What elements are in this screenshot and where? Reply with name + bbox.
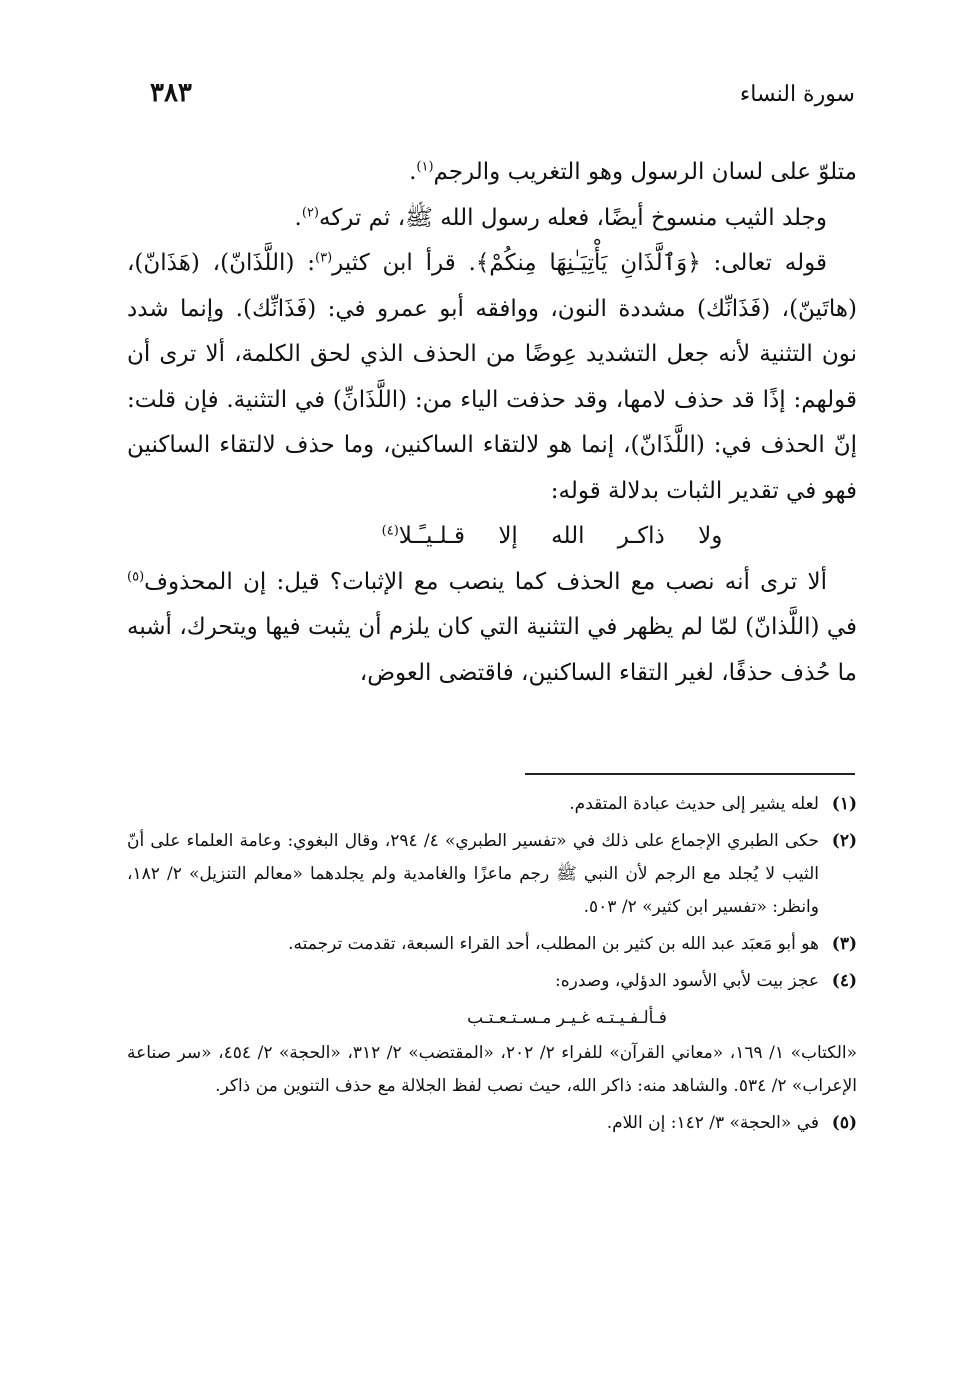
footnote-ref-5: (٥) bbox=[127, 568, 145, 584]
footnote-text: عجز بيت لأبي الأسود الدؤلي، وصدره: bbox=[555, 971, 819, 991]
footnote-text: لعله يشير إلى حديث عبادة المتقدم. bbox=[569, 794, 819, 814]
footnote-ref-3: (٣) bbox=[315, 250, 333, 266]
footnote-number: (٥) bbox=[831, 1113, 857, 1133]
footnote-ref-4: (٤) bbox=[381, 523, 399, 539]
footnote-number: (٢) bbox=[831, 831, 857, 851]
page-number: ٣٨٣ bbox=[150, 78, 192, 108]
main-text bbox=[127, 150, 857, 696]
footnote-verse: فـألـفـيـتـه غـيـر مـسـتـعـتـب bbox=[467, 1008, 667, 1028]
running-title: سورة النساء bbox=[739, 82, 855, 107]
footnote-2 bbox=[127, 825, 857, 924]
footnote-text: هو أبو مَعبَد عبد الله بن كثير بن المطلب، أحد القراء السبعة، تقدمت ترجمته. bbox=[288, 934, 819, 954]
paragraph-4: ألا ترى أنه نصب مع الحذف كما ينصب مع الإثبات؟ قيل: إن المحذوف$^{(٥)}$ في (اللَّذانّ) لمّا لم يظهر في التثنية التي كان يلزم أن يثبت فيها ويتحرك، أشبه ما حُذف حذفًا، لغير التقاء الساكنين، فاقتضى العوض، bbox=[127, 568, 857, 686]
page-header bbox=[150, 78, 855, 122]
footnote-ref-2: (٢) bbox=[301, 204, 319, 220]
footnote-separator bbox=[525, 773, 855, 775]
footnote-number: (١) bbox=[831, 794, 857, 814]
footnotes bbox=[127, 788, 857, 1144]
footnote-text: في «الحجة» ٣/ ١٤٢: إن اللام. bbox=[606, 1113, 819, 1133]
paragraph-3: قوله تعالى: ﴿وَٱلَّذَانِ يَأْتِيَـٰنِهَا مِنكُمْ﴾. قرأ ابن كثير$^{(٣)}$: (اللَّذَانّ)، (هَذَانّ)، (هاتَينّ)، (فَذَانِّك) مشددة النون، ووافقه أبو عمرو في: (فَذَانِّك). وإنما شدد نون التثنية لأنه جعل التشديد عِوضًا من الحذف الذي لحق الكلمة، ألا ترى أن قولهم: إذًا قد حذف لامها، وقد حذفت الياء من: (اللَّذَانِّ) في التثنية. فإن قلت: إنّ الحذف في: (اللَّذَانّ)، إنما هو لالتقاء الساكنين، وما حذف لالتقاء الساكنين فهو في تقدير الثبات بدلالة قوله: bbox=[127, 250, 857, 504]
poetry-verse: ولا ذاكـر الله إلا قـلـيـًـلا$^{(٤)}$ bbox=[381, 523, 723, 549]
footnote-text: حكى الطبري الإجماع على ذلك في «تفسير الطبري» ٤/ ٢٩٤، وقال البغوي: وعامة العلماء على أنّ الثيب لا يُجلد مع الرجم لأن النبي ﷺ رجم ماعزًا والغامدية ولم يجلدهما «معالم التنزيل» ٢/ ١٨٢، وانظر: «تفسير ابن كثير» ٢/ ٥٠٣. bbox=[127, 831, 819, 917]
footnote-number: (٣) bbox=[831, 934, 857, 954]
paragraph-1: متلوّ على لسان الرسول وهو التغريب والرجم$^{(١)}$. bbox=[409, 159, 857, 185]
footnote-ref-1: (١) bbox=[416, 159, 434, 175]
footnote-4 bbox=[127, 965, 857, 998]
paragraph-2: وجلد الثيب منسوخ أيضًا، فعله رسول الله ﷺ، ثم تركه$^{(٢)}$. bbox=[294, 204, 827, 231]
footnote-1 bbox=[127, 788, 857, 821]
footnote-3 bbox=[127, 928, 857, 961]
footnote-5 bbox=[127, 1107, 857, 1140]
footnote-4-continuation: «الكتاب» ١/ ١٦٩، «معاني القرآن» للفراء ٢/ ٢٠٢، «المقتضب» ٢/ ٣١٢، «الحجة» ٢/ ٤٥٤، «سر صناعة الإعراب» ٢/ ٥٣٤. والشاهد منه: ذاكر الله، حيث نصب لفظ الجلالة مع حذف التنوين من ذاكر. bbox=[127, 1043, 858, 1096]
footnote-number: (٤) bbox=[831, 971, 857, 991]
